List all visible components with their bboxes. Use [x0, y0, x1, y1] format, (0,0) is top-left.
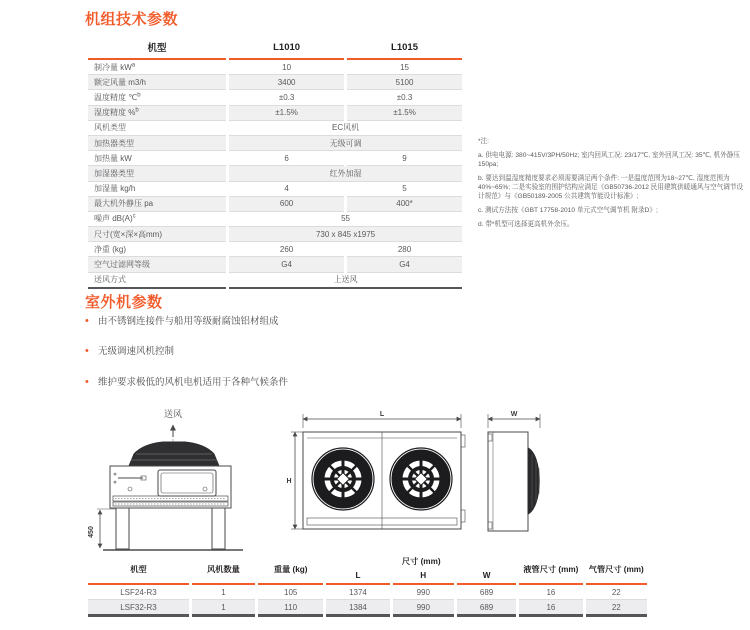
spec-value: 15 [347, 60, 462, 75]
outdoor-model: LSF32-R3 [88, 600, 189, 617]
outdoor-header-dims: 尺寸 (mm) [401, 557, 441, 566]
spec-label: 加湿量 kg/h [88, 182, 226, 197]
table-row [88, 151, 462, 166]
outdoor-w: 689 [457, 600, 516, 617]
list-item: • 无级调速风机控制 [85, 346, 288, 357]
fan-left [312, 448, 374, 510]
outdoor-header-w: W [457, 568, 516, 585]
spec-header-model: 机型 [88, 36, 226, 60]
table-row [88, 136, 462, 151]
footnote-a: a. 供电电源: 380~415V/3PH/50Hz; 室内回风工况: 23/17℃, 室外回风工况: 35℃, 机外静压150pa; [478, 152, 740, 168]
drawing-side-elevation [85, 404, 280, 556]
outdoor-gas: 22 [586, 585, 647, 600]
outdoor-fans: 1 [192, 600, 255, 617]
spec-value: ±1.5% [229, 106, 344, 121]
drawing-front-view [286, 406, 481, 538]
dim-h-label: H [286, 478, 292, 485]
table-row [88, 257, 462, 272]
footnote-title: *注: [478, 138, 489, 145]
table-row [88, 121, 462, 136]
outdoor-model: LSF24-R3 [88, 585, 189, 600]
spec-label: 尺寸(宽×深×高mm) [88, 227, 226, 242]
side-view-lines [97, 425, 243, 550]
spec-value: G4 [347, 257, 462, 272]
dim-l-label: L [379, 411, 385, 418]
spec-value-span: 无级可调 [229, 136, 462, 151]
fan-right [390, 448, 452, 510]
table-row [88, 227, 462, 242]
spec-label: 湿度精度 %$^b$ [88, 106, 226, 121]
footnotes [478, 138, 744, 235]
table-row [88, 197, 462, 212]
spec-label: 加湿器类型 [88, 166, 226, 181]
outdoor-header-weight: 重量 (kg) [258, 556, 323, 585]
outdoor-feature-list [85, 316, 288, 407]
outdoor-w: 689 [457, 585, 516, 600]
outdoor-liquid: 16 [519, 600, 582, 617]
outdoor-header-l: L [326, 568, 389, 585]
table-row [88, 182, 462, 197]
spec-value: 3400 [229, 75, 344, 90]
outdoor-h: 990 [393, 600, 454, 617]
list-item: • 由不锈钢连接件与船用等级耐腐蚀铝材组成 [85, 316, 288, 327]
outdoor-header-gas: 气管尺寸 (mm) [586, 556, 647, 585]
spec-value: 10 [229, 60, 344, 75]
outdoor-h: 990 [393, 585, 454, 600]
table-row [88, 600, 647, 617]
spec-value: G4 [229, 257, 344, 272]
dim-w-label: W [510, 411, 518, 418]
outdoor-gas: 22 [586, 600, 647, 617]
spec-value: 9 [347, 151, 462, 166]
dim-450-label: 450 [88, 526, 95, 538]
spec-value: 280 [347, 242, 462, 257]
spec-value: ±1.5% [347, 106, 462, 121]
outdoor-fans: 1 [192, 585, 255, 600]
spec-header-l1010: L1010 [229, 36, 344, 60]
table-row [88, 242, 462, 257]
spec-value-span: 红外加湿 [229, 166, 462, 181]
drawing-profile-view [482, 406, 554, 538]
spec-label: 加热器类型 [88, 136, 226, 151]
unit-spec-table [85, 36, 465, 289]
table-row [88, 166, 462, 181]
spec-value-span: 730 x 845 x1975 [229, 227, 462, 242]
spec-value-span: 55 [229, 212, 462, 227]
spec-label: 风机类型 [88, 121, 226, 136]
spec-label: 额定风量 m3/h [88, 75, 226, 90]
footnote-d: d. 带*机型可选择更高机外余压。 [478, 220, 574, 228]
technical-drawings [0, 404, 750, 556]
list-item: • 维护要求极低的风机电机适用于各种气候条件 [85, 377, 288, 388]
spec-label: 加热量 kW [88, 151, 226, 166]
section-title-outdoor-params: 室外机参数 [85, 294, 163, 311]
table-row [88, 60, 462, 75]
spec-label: 净重 (kg) [88, 242, 226, 257]
outdoor-weight: 105 [258, 585, 323, 600]
supply-air-label: 送风 [163, 409, 183, 419]
spec-header-row [88, 36, 462, 60]
spec-label: 空气过滤网等级 [88, 257, 226, 272]
spec-label: 噪声 $dB(A)^c$ [88, 212, 226, 227]
spec-label: 制冷量 $kW^a$ [88, 60, 226, 75]
table-row [88, 273, 462, 289]
outdoor-l: 1374 [326, 585, 389, 600]
spec-value-span: EC风机 [229, 121, 462, 136]
spec-value: 400* [347, 197, 462, 212]
outdoor-header-model: 机型 [88, 556, 189, 585]
spec-value: 4 [229, 182, 344, 197]
table-row [88, 106, 462, 121]
outdoor-liquid: 16 [519, 585, 582, 600]
outdoor-header-liquid: 液管尺寸 (mm) [519, 556, 582, 585]
outdoor-l: 1384 [326, 600, 389, 617]
section-title-unit-params: 机组技术参数 [85, 11, 179, 28]
spec-value-span: 上送风 [229, 273, 462, 289]
spec-value: 5100 [347, 75, 462, 90]
spec-value: 600 [229, 197, 344, 212]
spec-header-l1015: L1015 [347, 36, 462, 60]
spec-value: 6 [229, 151, 344, 166]
spec-value: 5 [347, 182, 462, 197]
spec-label: 送风方式 [88, 273, 226, 289]
outdoor-header-h: H [393, 568, 454, 585]
footnote-c: c. 测试方法按《GBT 17758-2010 单元式空气调节机 附录D》; [478, 206, 658, 214]
footnote-b: b. 要达到温湿度精度要求必须需要满足两个条件: 一是温度范围为18~27℃, 湿度范围为40%~65%; 二是实验室的围护结构应满足《GB50736-2012 民用建筑供暖通风与空气调节设计规范》与《GB50189-2005 公共建筑节能设计标准》; [478, 175, 744, 200]
spec-label: 温度精度 ℃$^b$ [88, 90, 226, 105]
outdoor-header-row [88, 556, 647, 568]
outdoor-unit-table [85, 556, 650, 617]
table-row [88, 585, 647, 600]
spec-value: 260 [229, 242, 344, 257]
outdoor-weight: 110 [258, 600, 323, 617]
profile-view-lines [488, 414, 540, 531]
table-row [88, 75, 462, 90]
spec-label: 最大机外静压 pa [88, 197, 226, 212]
table-row [88, 212, 462, 227]
outdoor-header-fan-count: 风机数量 [192, 556, 255, 585]
spec-value: ±0.3 [347, 90, 462, 105]
table-row [88, 90, 462, 105]
spec-value: ±0.3 [229, 90, 344, 105]
